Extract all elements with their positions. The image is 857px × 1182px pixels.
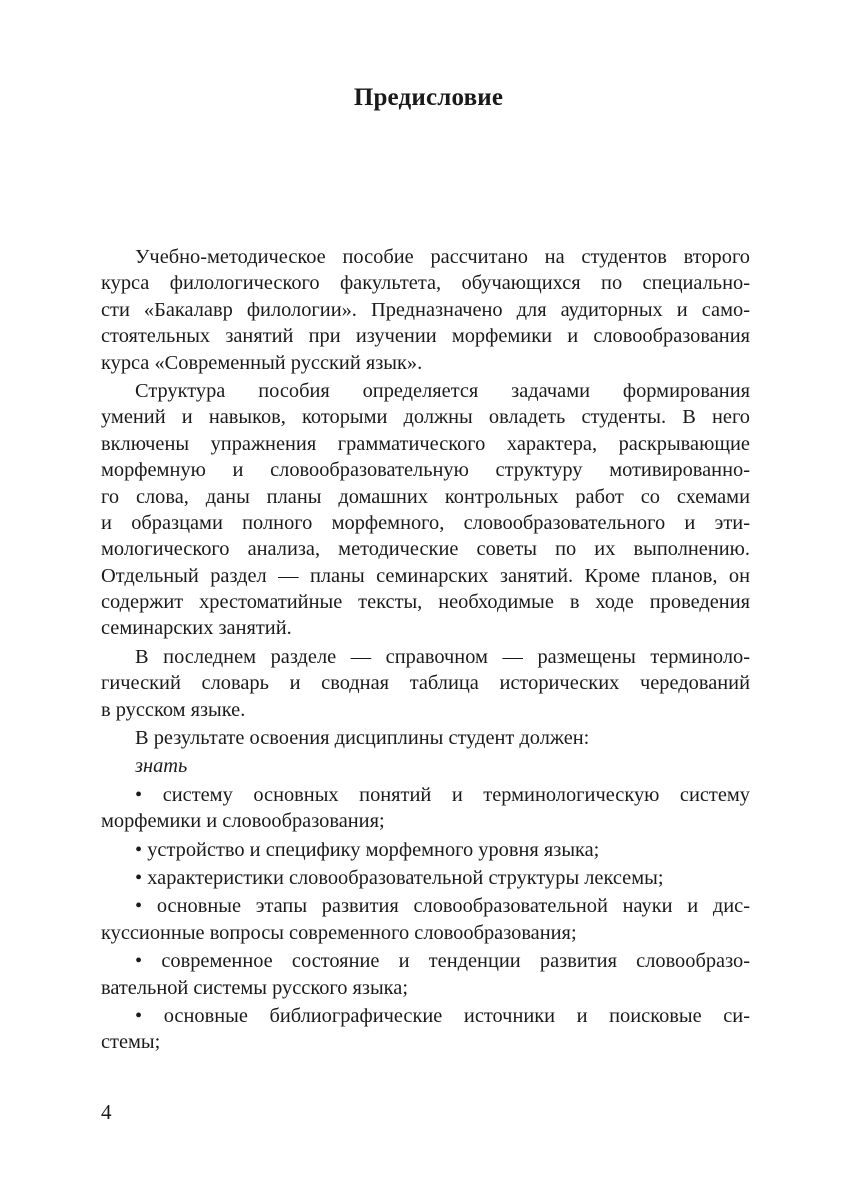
- bullet-item: [101, 948, 750, 1001]
- text-line: В последнем разделе — справочном — размещены терминоло-: [135, 645, 750, 668]
- text-line: семинарских занятий.: [101, 617, 292, 640]
- text-line: стоятельных занятий при изучении морфемики и словообразования: [101, 325, 750, 348]
- text-line: включены упражнения грамматического характера, раскрывающие: [101, 432, 750, 455]
- bullet-item: [101, 782, 750, 835]
- text-line: мологического анализа, методические советы по их выполнению.: [101, 538, 750, 561]
- page-title: Предисловие: [353, 84, 504, 111]
- text-line: содержит хрестоматийные тексты, необходимые в ходе проведения: [101, 591, 750, 614]
- text-line: В результате освоения дисциплины студент должен:: [135, 727, 590, 750]
- bullet-line: • характеристики словообразовательной структуры лексемы;: [135, 866, 664, 889]
- paragraph-structure: [101, 378, 750, 642]
- bullet-item: [101, 1003, 750, 1056]
- bullet-item: [101, 865, 750, 891]
- bullet-line: • современное состояние и тенденции развития словообразо-: [135, 950, 750, 973]
- bullet-line: • основные библиографические источники и поисковые си-: [135, 1004, 750, 1027]
- body-text: [101, 244, 750, 1056]
- bullet-line: • основные этапы развития словообразовательной науки и дис-: [135, 895, 750, 918]
- text-line: сти «Бакалавр филологии». Предназначено для аудиторных и само-: [101, 298, 750, 321]
- know-label: знать: [135, 755, 188, 778]
- bullet-line: вательной системы русского языка;: [101, 976, 408, 999]
- text-line: Учебно-методическое пособие рассчитано на студентов второго: [135, 246, 750, 268]
- bullet-item: [101, 837, 750, 863]
- text-line: го слова, даны планы домашних контрольных работ со схемами: [101, 485, 750, 508]
- bullet-line: куссионные вопросы современного словообразования;: [101, 921, 577, 944]
- bullet-item: [101, 893, 750, 946]
- text-line: морфемную и словообразовательную структуру мотивированно-: [101, 459, 750, 482]
- know-label-block: [101, 753, 750, 779]
- paragraph-reference-section: [101, 644, 750, 723]
- text-line: курса филологического факультета, обучающихся по специально-: [101, 272, 750, 295]
- paragraph-outcomes-intro: [101, 725, 750, 751]
- page-number: 4: [101, 1100, 112, 1124]
- text-line: Структура пособия определяется задачами формирования: [135, 379, 750, 402]
- paragraph-intro: [101, 244, 750, 376]
- bullet-line: • устройство и специфику морфемного уровня языка;: [135, 838, 600, 861]
- text-line: умений и навыков, которыми должны овладеть студенты. В него: [101, 406, 750, 429]
- bullet-line: стемы;: [101, 1031, 161, 1054]
- bullet-line: морфемики и словообразования;: [101, 810, 385, 833]
- bullet-line: • систему основных понятий и терминологическую систему: [135, 783, 750, 806]
- text-line: и образцами полного морфемного, словообразовательного и эти-: [101, 511, 750, 534]
- text-line: в русском языке.: [101, 698, 246, 721]
- text-line: Отдельный раздел — планы семинарских занятий. Кроме планов, он: [101, 564, 750, 587]
- text-line: гический словарь и сводная таблица исторических чередований: [101, 672, 750, 695]
- text-line: курса «Современный русский язык».: [101, 351, 423, 374]
